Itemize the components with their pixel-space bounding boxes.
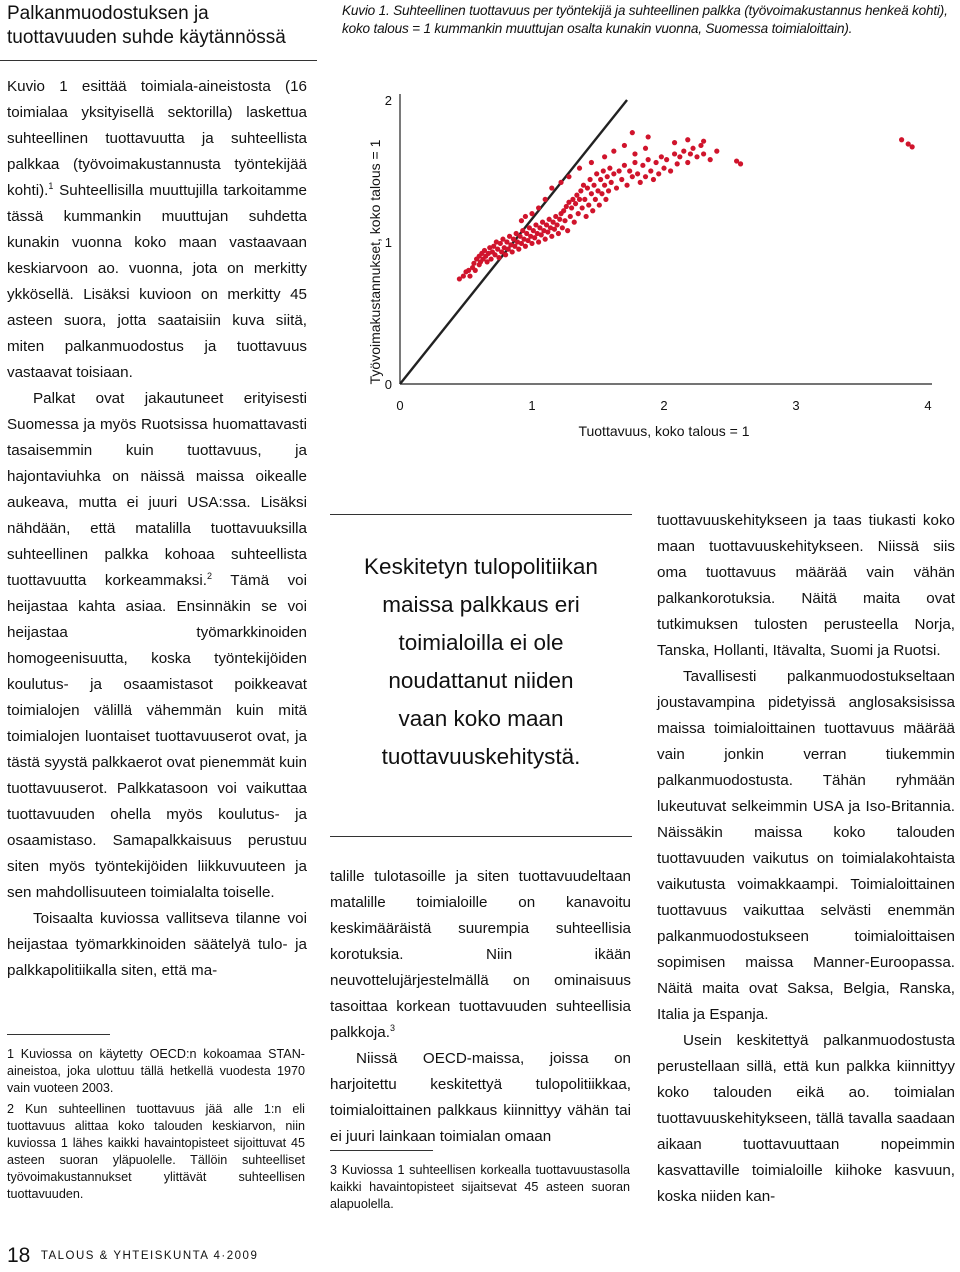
data-point <box>566 174 571 179</box>
data-point <box>473 268 478 273</box>
data-point <box>576 211 581 216</box>
data-point <box>656 171 661 176</box>
footnote-1: 1 Kuviossa on käytetty OECD:n kokoamaa STAN-aineistoa, joka ulottuu tällä hetkellä vuodesta 1970 vain vuoteen 2003. <box>7 1047 305 1095</box>
col1-p1-text: Kuvio 1 esittää toimiala-aineistosta (16 toimialaa yksityisellä sektorilla) laskettua suhteellinen tuottavuutta ja suhteellista palkkaa (työvoimakustannusta työntekijää kohti). <box>7 78 307 199</box>
data-point <box>611 171 616 176</box>
data-point <box>622 163 627 168</box>
data-point <box>614 185 619 190</box>
footnote-2: 2 Kun suhteellinen tuottavuus jää alle 1:n eli tuottavuus alittaa koko talouden keskiarvon, niin kuviossa 1 lähes kaikki havaintopisteet sijoittuvat 45 asteen suoran yläpuolelle. Tällöin suhteelliset työvoimakustannukset ylittävät suhteellisen tuottavuuden. <box>7 1102 305 1201</box>
col1-paragraph-2 <box>7 386 307 906</box>
data-point <box>568 214 573 219</box>
data-point <box>594 171 599 176</box>
data-point <box>496 255 501 260</box>
col3-paragraph-1: tuottavuuskehitykseen ja taas tiukasti koko maan tuottavuuskehitykseen. Niissä siis oma tuottavuus määrää vain vähän palkankorotuksia. Näitä maita ovat tutkimuksen tulosten perusteella Norja, Tanska, Hollanti, Itävalta, Suomi ja Ruotsi. <box>657 512 955 659</box>
data-point <box>488 256 493 261</box>
data-point <box>543 197 548 202</box>
data-point <box>587 177 592 182</box>
pullquote-rule-bottom <box>330 836 632 837</box>
col3-paragraph-2: Tavallisesti palkanmuodostukseltaan joustavampina pidetyissä anglosaksisissa maissa toimialoittainen tuottavuus määrää vain jonkin verran tiukemmin palkanmuodostusta. Tähän ryhmään lukeutuvat selkeimmin USA ja Iso-Britannia. Näissäkin maissa koko talouden tuottavuuden vaikutus on toimialakohtaista vaikutusta voimakkaampi. Toimialoittainen tuottavuus vaikuttaa selvästi enemmän palkanmuodostukseen toimialoittaisen sopimisen maissa Manner-Euroopassa. Näitä maita ovat Saksa, Belgia, Ranska, Italia ja Espanja. <box>657 668 955 1023</box>
column-2 <box>330 864 631 1150</box>
data-point <box>589 160 594 165</box>
data-point <box>659 154 664 159</box>
data-point <box>523 244 528 249</box>
data-point <box>529 211 534 216</box>
data-point <box>565 228 570 233</box>
section-title-line2: tuottavuuden suhde käytännössä <box>7 27 286 48</box>
footnote-3: 3 Kuviossa 1 suhteellisen korkealla tuottavuustasolla kaikki havaintopisteet sijaitsevat 45 asteen suoran alapuolella. <box>330 1163 630 1211</box>
data-point <box>582 197 587 202</box>
data-point <box>675 161 680 166</box>
data-point <box>607 166 612 171</box>
data-point <box>529 241 534 246</box>
data-point <box>584 214 589 219</box>
data-point <box>536 239 541 244</box>
data-point <box>549 234 554 239</box>
data-point <box>573 201 578 206</box>
pullquote-line1: Keskitetyn tulopolitiikan <box>364 554 598 579</box>
col2-p1-text: talille tulotasoille ja siten tuottavuudeltaan matalille toimialoille on kanavoitu keskimääräistä suurempia suhteellisia korotuksia. Niin ikään neuvottelujärjestelmällä on ominaisuus tasoittaa korkean tuottavuuden suhteellisia palkkoja. <box>330 868 631 1041</box>
data-point <box>523 214 528 219</box>
data-point <box>586 202 591 207</box>
col1-p1-cont: Suhteellisilla muuttujilla tarkoitamme tässä kummankin muuttujan suhdetta kunakin vuonna koko maan vastaavaan keskiarvoon ao. vuonna, jota on merkitty ykkösellä. Lisäksi kuvioon on merkitty 45 asteen suora, jotta saataisiin kuva siitä, miten palkanmuodostus ja tuottavuus vastaavat toisiaan. <box>7 182 307 381</box>
data-point <box>653 160 658 165</box>
y-axis-title: Työvoimakustannukset, koko talous = 1 <box>367 139 383 385</box>
chart-points <box>457 130 915 281</box>
data-point <box>611 149 616 154</box>
col1-paragraph-1 <box>7 74 307 386</box>
data-point <box>591 183 596 188</box>
data-point <box>638 180 643 185</box>
data-point <box>580 205 585 210</box>
data-point <box>590 208 595 213</box>
column-1 <box>7 74 307 984</box>
data-point <box>672 140 677 145</box>
data-point <box>661 166 666 171</box>
data-point <box>668 168 673 173</box>
data-point <box>646 134 651 139</box>
data-point <box>593 197 598 202</box>
data-point <box>651 177 656 182</box>
section-title-line1: Palkanmuodostuksen ja <box>7 3 209 24</box>
data-point <box>602 183 607 188</box>
data-point <box>602 154 607 159</box>
data-point <box>714 149 719 154</box>
data-point <box>577 166 582 171</box>
data-point <box>640 163 645 168</box>
footnote-ref-3: 3 <box>389 1023 395 1033</box>
data-point <box>632 151 637 156</box>
pullquote-rule-top <box>330 514 632 515</box>
data-point <box>677 154 682 159</box>
data-point <box>632 160 637 165</box>
col1-p2-cont: Tämä voi heijastaa kahta asiaa. Ensinnäkin se voi heijastaa työmarkkinoiden homogeenisuutta, koska työntekijöiden koulutus- ja osaamistasot poikkeavat toimialojen välillä vähemmän kuin mitä toimialojen luontaiset tuottavuuserot ovat, ja tästä syystä palkkaerot ovat pienemmät kuin tuottavuuserot. Palkkatasoon voi vaikuttaa tuottavuuden ohella myös koulutus- ja osaamistaso. Samapalkkaisuus perustuu siten myös työntekijöiden liikkuvuuteen ja sen mahdollisuuteen toimialalta toiselle. <box>7 572 307 901</box>
data-point <box>694 154 699 159</box>
col2-paragraph-1 <box>330 864 631 1046</box>
data-point <box>598 177 603 182</box>
data-point <box>603 197 608 202</box>
column-3 <box>657 508 955 1210</box>
reference-line-45deg <box>400 100 627 384</box>
data-point <box>510 249 515 254</box>
pullquote <box>330 548 632 776</box>
data-point <box>558 180 563 185</box>
footnote-rule-left <box>7 1034 110 1035</box>
data-point <box>685 160 690 165</box>
data-point <box>536 205 541 210</box>
pullquote-line3: toimialoilla ei ole <box>398 630 564 655</box>
data-point <box>635 171 640 176</box>
data-point <box>622 143 627 148</box>
x-tick-label: 4 <box>924 398 932 413</box>
data-point <box>597 202 602 207</box>
data-point <box>681 149 686 154</box>
y-tick-label: 1 <box>384 235 392 250</box>
y-tick-label: 0 <box>384 377 392 392</box>
data-point <box>557 217 562 222</box>
data-point <box>599 191 604 196</box>
data-point <box>543 237 548 242</box>
footnote-ref-1: 1 <box>48 181 54 191</box>
data-point <box>701 151 706 156</box>
data-point <box>601 168 606 173</box>
data-point <box>690 146 695 151</box>
scatter-chart <box>342 80 954 460</box>
data-point <box>585 185 590 190</box>
data-point <box>617 168 622 173</box>
data-point <box>467 273 472 278</box>
pullquote-line2: maissa palkkaus eri <box>382 592 580 617</box>
data-point <box>609 180 614 185</box>
data-point <box>605 174 610 179</box>
section-rule <box>0 60 317 61</box>
chart-ticks <box>385 93 932 413</box>
data-point <box>578 188 583 193</box>
data-point <box>589 191 594 196</box>
col3-paragraph-3: Usein keskitettyä palkanmuodostusta perustellaan sillä, että kun palkka kiinnittyy koko talouden eikä ao. toimialan tuottavuuskehitykseen, tällä tavalla saadaan aikaan tuottavuuttaan nopeimmin kasvattaville toimialoille kiihoke kasvuun, koska niiden kan- <box>657 1032 955 1205</box>
magazine-name: TALOUS & YHTEISKUNTA 4·2009 <box>40 1250 259 1262</box>
data-point <box>519 218 524 223</box>
x-tick-label: 1 <box>528 398 536 413</box>
data-point <box>624 183 629 188</box>
data-point <box>630 130 635 135</box>
data-point <box>572 220 577 225</box>
data-point <box>685 137 690 142</box>
footnotes-left <box>7 1046 305 1207</box>
data-point <box>503 252 508 257</box>
data-point <box>556 231 561 236</box>
x-axis-title: Tuottavuus, koko talous = 1 <box>578 423 750 439</box>
col2-paragraph-2: Niissä OECD-maissa, joissa on harjoitettu keskitettyä tulopolitiikkaa, toimialoittainen palkkaus kiinnittyy vähän tai ei juuri lainkaan toimialan omaan <box>330 1050 631 1145</box>
data-point <box>643 174 648 179</box>
data-point <box>577 197 582 202</box>
data-point <box>708 157 713 162</box>
chart-axes <box>400 94 932 384</box>
data-point <box>619 177 624 182</box>
page-footer <box>7 1244 258 1268</box>
data-point <box>549 185 554 190</box>
x-tick-label: 0 <box>396 398 404 413</box>
data-point <box>643 146 648 151</box>
data-point <box>516 247 521 252</box>
data-point <box>627 168 632 173</box>
x-tick-label: 3 <box>792 398 800 413</box>
data-point <box>569 205 574 210</box>
data-point <box>701 139 706 144</box>
footnote-rule-col2 <box>330 1150 433 1151</box>
data-point <box>899 137 904 142</box>
pullquote-line5: vaan koko maan <box>398 706 564 731</box>
data-point <box>560 225 565 230</box>
data-point <box>664 157 669 162</box>
page-number: 18 <box>7 1244 31 1267</box>
data-point <box>910 144 915 149</box>
figure-caption: Kuvio 1. Suhteellinen tuottavuus per työntekijä ja suhteellinen palkka (työvoimakustannus henkeä kohti), koko talous = 1 kummankin muuttujan osalta kunakin vuonna, Suomessa toimialoittain). <box>342 3 948 36</box>
data-point <box>648 168 653 173</box>
pullquote-line6: tuottavuuskehitystä. <box>381 744 581 769</box>
data-point <box>688 151 693 156</box>
data-point <box>672 151 677 156</box>
footnotes-col2 <box>330 1162 630 1217</box>
pullquote-line4: noudattanut niiden <box>388 668 574 693</box>
data-point <box>738 161 743 166</box>
col1-p2-text: Palkat ovat jakautuneet erityisesti Suomessa ja myös Ruotsissa huomattavasti tasaisemmin kuin tuottavuus, ja hajontaviuhka on näissä maissa oikealle aukeava, mutta ei juuri USA:ssa. Lisäksi nähdään, että matalilla tuottavuuksilla suhteellinen palkka kohoaa suhteellista tuottavuutta korkeammaksi. <box>7 390 307 589</box>
data-point <box>646 157 651 162</box>
data-point <box>562 218 567 223</box>
data-point <box>606 188 611 193</box>
x-tick-label: 2 <box>660 398 668 413</box>
col1-paragraph-3: Toisaalta kuviossa vallitseva tilanne voi heijastaa työmarkkinoiden säätelyä tulo- ja palkkapolitiikalla siten, että ma- <box>7 910 307 979</box>
section-title <box>7 2 317 50</box>
data-point <box>554 222 559 227</box>
data-point <box>630 174 635 179</box>
y-tick-label: 2 <box>384 93 392 108</box>
footnote-ref-2: 2 <box>207 571 213 581</box>
